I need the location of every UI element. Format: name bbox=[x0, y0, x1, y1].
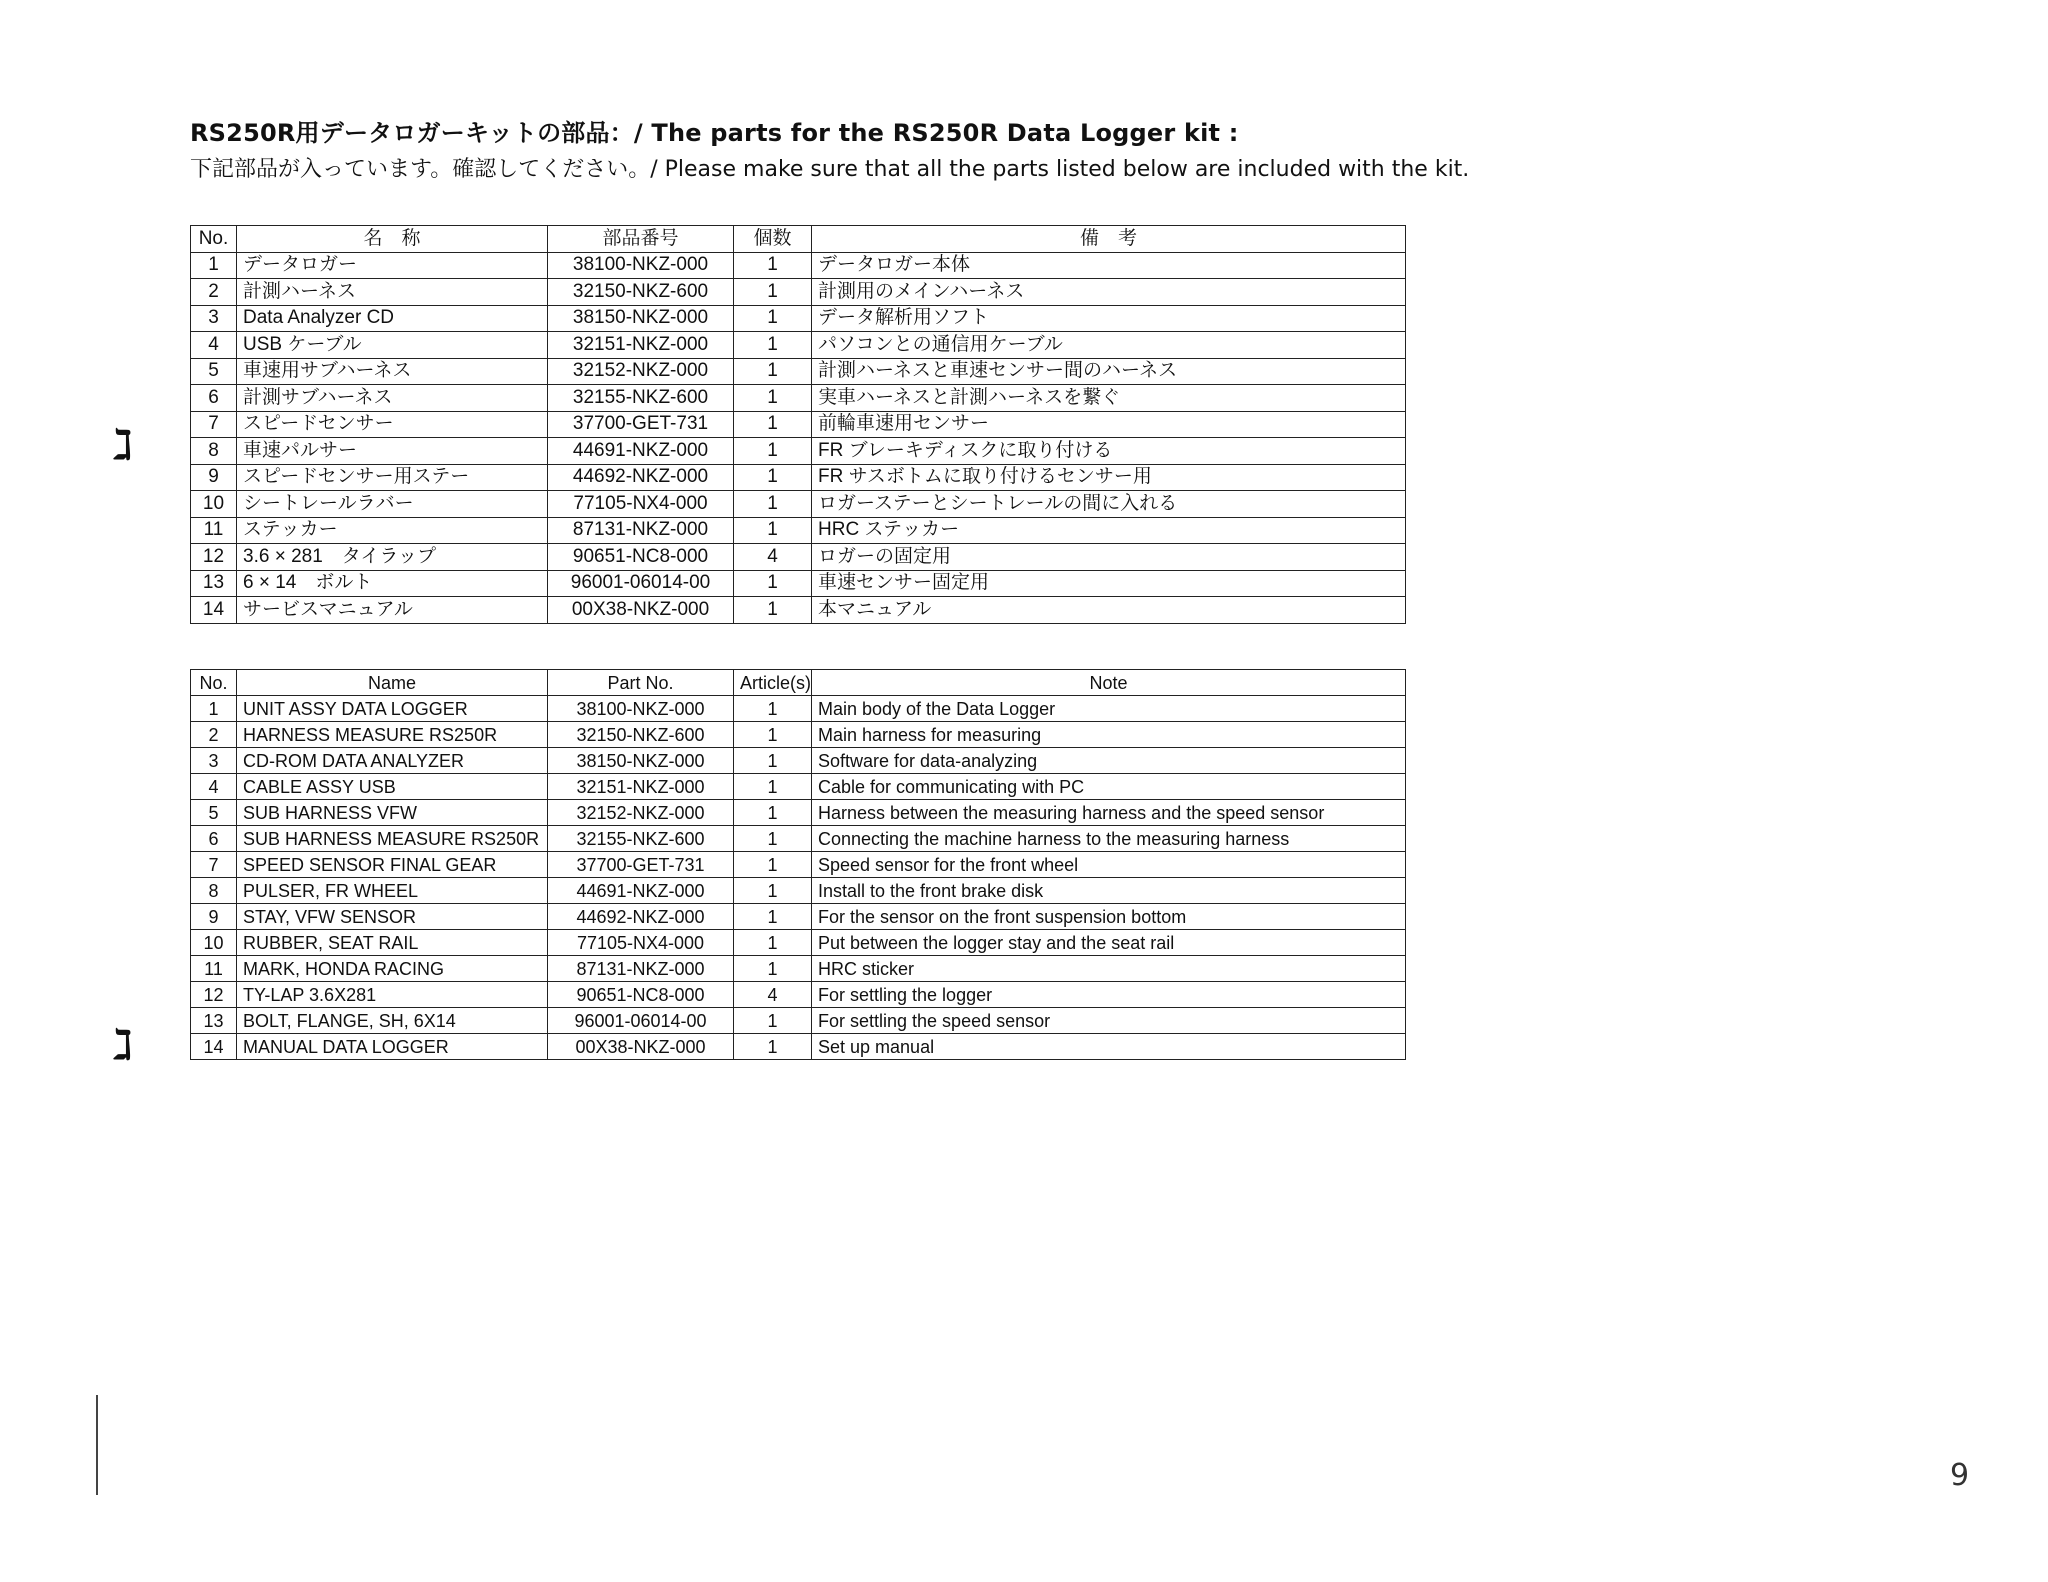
cell-quantity: 1 bbox=[734, 597, 812, 624]
page-number: 9 bbox=[1950, 1458, 1970, 1493]
cell-note: ロガーの固定用 bbox=[812, 544, 1406, 571]
cell-no: 10 bbox=[191, 491, 237, 518]
table-row bbox=[191, 305, 1406, 332]
cell-name: UNIT ASSY DATA LOGGER bbox=[237, 696, 548, 722]
cell-no: 13 bbox=[191, 1008, 237, 1034]
cell-quantity: 1 bbox=[734, 800, 812, 826]
cell-quantity: 1 bbox=[734, 385, 812, 412]
cell-name: CABLE ASSY USB bbox=[237, 774, 548, 800]
cell-no: 6 bbox=[191, 385, 237, 412]
cell-part-number: 38150-NKZ-000 bbox=[548, 305, 734, 332]
table-row bbox=[191, 1008, 1406, 1034]
cell-note: 前輪車速用センサー bbox=[812, 411, 1406, 438]
table-header-row bbox=[191, 670, 1406, 696]
table-header-row bbox=[191, 226, 1406, 253]
header-note: Note bbox=[812, 670, 1406, 696]
cell-note: Install to the front brake disk bbox=[812, 878, 1406, 904]
cell-no: 7 bbox=[191, 852, 237, 878]
cell-name: SPEED SENSOR FINAL GEAR bbox=[237, 852, 548, 878]
cell-note: データ解析用ソフト bbox=[812, 305, 1406, 332]
header-name: Name bbox=[237, 670, 548, 696]
table-row bbox=[191, 464, 1406, 491]
cell-part-number: 32155-NKZ-600 bbox=[548, 826, 734, 852]
cell-note: HRC sticker bbox=[812, 956, 1406, 982]
cell-note: 車速センサー固定用 bbox=[812, 570, 1406, 597]
table-row bbox=[191, 904, 1406, 930]
cell-note: Software for data-analyzing bbox=[812, 748, 1406, 774]
cell-part-number: 32150-NKZ-600 bbox=[548, 279, 734, 306]
header-no: No. bbox=[191, 226, 237, 253]
cell-no: 1 bbox=[191, 252, 237, 279]
table-row bbox=[191, 722, 1406, 748]
cell-part-number: 00X38-NKZ-000 bbox=[548, 597, 734, 624]
table-row bbox=[191, 570, 1406, 597]
cell-quantity: 1 bbox=[734, 464, 812, 491]
table-row bbox=[191, 930, 1406, 956]
cell-part-number: 32152-NKZ-000 bbox=[548, 358, 734, 385]
cell-quantity: 1 bbox=[734, 332, 812, 359]
cell-note: Cable for communicating with PC bbox=[812, 774, 1406, 800]
cell-part-number: 38100-NKZ-000 bbox=[548, 696, 734, 722]
header-part-number: 部品番号 bbox=[548, 226, 734, 253]
cell-note: Main harness for measuring bbox=[812, 722, 1406, 748]
table-row bbox=[191, 358, 1406, 385]
cell-name: SUB HARNESS MEASURE RS250R bbox=[237, 826, 548, 852]
header-note: 備 考 bbox=[812, 226, 1406, 253]
cell-name: スピードセンサー用ステー bbox=[237, 464, 548, 491]
table-row bbox=[191, 517, 1406, 544]
cell-note: 実車ハーネスと計測ハーネスを繋ぐ bbox=[812, 385, 1406, 412]
cell-no: 11 bbox=[191, 517, 237, 544]
cell-part-number: 44691-NKZ-000 bbox=[548, 438, 734, 465]
cell-no: 1 bbox=[191, 696, 237, 722]
table-row bbox=[191, 544, 1406, 571]
table-row bbox=[191, 1034, 1406, 1060]
cell-name: 計測ハーネス bbox=[237, 279, 548, 306]
table-row bbox=[191, 878, 1406, 904]
table-row bbox=[191, 491, 1406, 518]
cell-part-number: 90651-NC8-000 bbox=[548, 544, 734, 571]
cell-quantity: 1 bbox=[734, 930, 812, 956]
cell-quantity: 1 bbox=[734, 279, 812, 306]
header-part-number: Part No. bbox=[548, 670, 734, 696]
cell-no: 5 bbox=[191, 800, 237, 826]
cell-name: PULSER, FR WHEEL bbox=[237, 878, 548, 904]
cell-quantity: 1 bbox=[734, 748, 812, 774]
cell-quantity: 1 bbox=[734, 852, 812, 878]
cell-name: 6 × 14 ボルト bbox=[237, 570, 548, 597]
cell-quantity: 1 bbox=[734, 722, 812, 748]
cell-note: Put between the logger stay and the seat rail bbox=[812, 930, 1406, 956]
cell-note: 計測ハーネスと車速センサー間のハーネス bbox=[812, 358, 1406, 385]
cell-name: スピードセンサー bbox=[237, 411, 548, 438]
cell-name: RUBBER, SEAT RAIL bbox=[237, 930, 548, 956]
cell-part-number: 38150-NKZ-000 bbox=[548, 748, 734, 774]
cell-quantity: 1 bbox=[734, 358, 812, 385]
cell-part-number: 96001-06014-00 bbox=[548, 1008, 734, 1034]
cell-name: TY-LAP 3.6X281 bbox=[237, 982, 548, 1008]
table-row bbox=[191, 774, 1406, 800]
page-subheading: 下記部品が入っています。確認してください。/ Please make sure that all the parts listed below are included with the kit. bbox=[190, 157, 1470, 182]
cell-no: 11 bbox=[191, 956, 237, 982]
cell-no: 9 bbox=[191, 464, 237, 491]
cell-name: シートレールラバー bbox=[237, 491, 548, 518]
cell-name: 車速パルサー bbox=[237, 438, 548, 465]
cell-note: For settling the speed sensor bbox=[812, 1008, 1406, 1034]
cell-no: 2 bbox=[191, 722, 237, 748]
cell-name: MARK, HONDA RACING bbox=[237, 956, 548, 982]
cell-name: データロガー bbox=[237, 252, 548, 279]
cell-part-number: 37700-GET-731 bbox=[548, 852, 734, 878]
cell-part-number: 32152-NKZ-000 bbox=[548, 800, 734, 826]
cell-part-number: 44692-NKZ-000 bbox=[548, 464, 734, 491]
cell-part-number: 32155-NKZ-600 bbox=[548, 385, 734, 412]
table-row bbox=[191, 279, 1406, 306]
cell-part-number: 77105-NX4-000 bbox=[548, 491, 734, 518]
table-row bbox=[191, 826, 1406, 852]
table-row bbox=[191, 800, 1406, 826]
header-quantity: 個数 bbox=[734, 226, 812, 253]
cell-name: USB ケーブル bbox=[237, 332, 548, 359]
cell-quantity: 1 bbox=[734, 956, 812, 982]
table-row bbox=[191, 597, 1406, 624]
binder-mark-icon: ℷ bbox=[112, 1020, 133, 1069]
cell-part-number: 38100-NKZ-000 bbox=[548, 252, 734, 279]
cell-no: 8 bbox=[191, 438, 237, 465]
cell-name: 車速用サブハーネス bbox=[237, 358, 548, 385]
cell-quantity: 4 bbox=[734, 544, 812, 571]
cell-quantity: 1 bbox=[734, 696, 812, 722]
cell-note: ロガーステーとシートレールの間に入れる bbox=[812, 491, 1406, 518]
parts-table-japanese bbox=[190, 225, 1406, 624]
cell-quantity: 1 bbox=[734, 904, 812, 930]
cell-quantity: 4 bbox=[734, 982, 812, 1008]
cell-quantity: 1 bbox=[734, 305, 812, 332]
cell-part-number: 77105-NX4-000 bbox=[548, 930, 734, 956]
cell-quantity: 1 bbox=[734, 438, 812, 465]
cell-no: 3 bbox=[191, 305, 237, 332]
table-row bbox=[191, 252, 1406, 279]
table-row bbox=[191, 852, 1406, 878]
table-row bbox=[191, 696, 1406, 722]
cell-quantity: 1 bbox=[734, 1008, 812, 1034]
cell-part-number: 32150-NKZ-600 bbox=[548, 722, 734, 748]
cell-no: 9 bbox=[191, 904, 237, 930]
cell-part-number: 44692-NKZ-000 bbox=[548, 904, 734, 930]
cell-note: Connecting the machine harness to the measuring harness bbox=[812, 826, 1406, 852]
cell-quantity: 1 bbox=[734, 411, 812, 438]
cell-part-number: 37700-GET-731 bbox=[548, 411, 734, 438]
cell-quantity: 1 bbox=[734, 826, 812, 852]
cell-quantity: 1 bbox=[734, 1034, 812, 1060]
cell-note: 計測用のメインハーネス bbox=[812, 279, 1406, 306]
cell-no: 8 bbox=[191, 878, 237, 904]
cell-part-number: 87131-NKZ-000 bbox=[548, 517, 734, 544]
cell-no: 12 bbox=[191, 982, 237, 1008]
cell-name: サービスマニュアル bbox=[237, 597, 548, 624]
cell-quantity: 1 bbox=[734, 491, 812, 518]
table-row bbox=[191, 982, 1406, 1008]
cell-name: Data Analyzer CD bbox=[237, 305, 548, 332]
cell-no: 10 bbox=[191, 930, 237, 956]
cell-note: For the sensor on the front suspension bottom bbox=[812, 904, 1406, 930]
cell-name: STAY, VFW SENSOR bbox=[237, 904, 548, 930]
cell-name: CD-ROM DATA ANALYZER bbox=[237, 748, 548, 774]
page-heading: RS250R用データロガーキットの部品：/ The parts for the RS250R Data Logger kit : bbox=[190, 119, 1239, 147]
table-row bbox=[191, 385, 1406, 412]
cell-no: 14 bbox=[191, 597, 237, 624]
cell-note: Harness between the measuring harness and the speed sensor bbox=[812, 800, 1406, 826]
cell-name: SUB HARNESS VFW bbox=[237, 800, 548, 826]
cell-quantity: 1 bbox=[734, 570, 812, 597]
cell-no: 2 bbox=[191, 279, 237, 306]
cell-quantity: 1 bbox=[734, 774, 812, 800]
binder-mark-icon: ℷ bbox=[112, 420, 133, 469]
cell-no: 7 bbox=[191, 411, 237, 438]
cell-part-number: 87131-NKZ-000 bbox=[548, 956, 734, 982]
cell-note: HRC ステッカー bbox=[812, 517, 1406, 544]
cell-note: FR サスボトムに取り付けるセンサー用 bbox=[812, 464, 1406, 491]
parts-table-english bbox=[190, 669, 1406, 1060]
cell-part-number: 00X38-NKZ-000 bbox=[548, 1034, 734, 1060]
cell-name: ステッカー bbox=[237, 517, 548, 544]
cell-no: 14 bbox=[191, 1034, 237, 1060]
table-row bbox=[191, 332, 1406, 359]
cell-name: BOLT, FLANGE, SH, 6X14 bbox=[237, 1008, 548, 1034]
cell-note: FR ブレーキディスクに取り付ける bbox=[812, 438, 1406, 465]
table-row bbox=[191, 438, 1406, 465]
cell-quantity: 1 bbox=[734, 878, 812, 904]
cell-no: 5 bbox=[191, 358, 237, 385]
header-no: No. bbox=[191, 670, 237, 696]
cell-note: Set up manual bbox=[812, 1034, 1406, 1060]
cell-name: HARNESS MEASURE RS250R bbox=[237, 722, 548, 748]
table-row bbox=[191, 411, 1406, 438]
cell-part-number: 32151-NKZ-000 bbox=[548, 774, 734, 800]
cell-note: Speed sensor for the front wheel bbox=[812, 852, 1406, 878]
margin-line bbox=[96, 1395, 98, 1495]
table-row bbox=[191, 748, 1406, 774]
cell-note: 本マニュアル bbox=[812, 597, 1406, 624]
header-name: 名 称 bbox=[237, 226, 548, 253]
cell-name: 計測サブハーネス bbox=[237, 385, 548, 412]
cell-note: For settling the logger bbox=[812, 982, 1406, 1008]
cell-no: 3 bbox=[191, 748, 237, 774]
cell-note: パソコンとの通信用ケーブル bbox=[812, 332, 1406, 359]
header-quantity: Article(s) bbox=[734, 670, 812, 696]
cell-part-number: 96001-06014-00 bbox=[548, 570, 734, 597]
cell-part-number: 32151-NKZ-000 bbox=[548, 332, 734, 359]
cell-no: 13 bbox=[191, 570, 237, 597]
cell-no: 12 bbox=[191, 544, 237, 571]
table-row bbox=[191, 956, 1406, 982]
cell-name: MANUAL DATA LOGGER bbox=[237, 1034, 548, 1060]
cell-part-number: 44691-NKZ-000 bbox=[548, 878, 734, 904]
cell-note: データロガー本体 bbox=[812, 252, 1406, 279]
cell-part-number: 90651-NC8-000 bbox=[548, 982, 734, 1008]
cell-quantity: 1 bbox=[734, 517, 812, 544]
cell-no: 4 bbox=[191, 774, 237, 800]
cell-no: 4 bbox=[191, 332, 237, 359]
cell-quantity: 1 bbox=[734, 252, 812, 279]
cell-note: Main body of the Data Logger bbox=[812, 696, 1406, 722]
cell-no: 6 bbox=[191, 826, 237, 852]
cell-name: 3.6 × 281 タイラップ bbox=[237, 544, 548, 571]
